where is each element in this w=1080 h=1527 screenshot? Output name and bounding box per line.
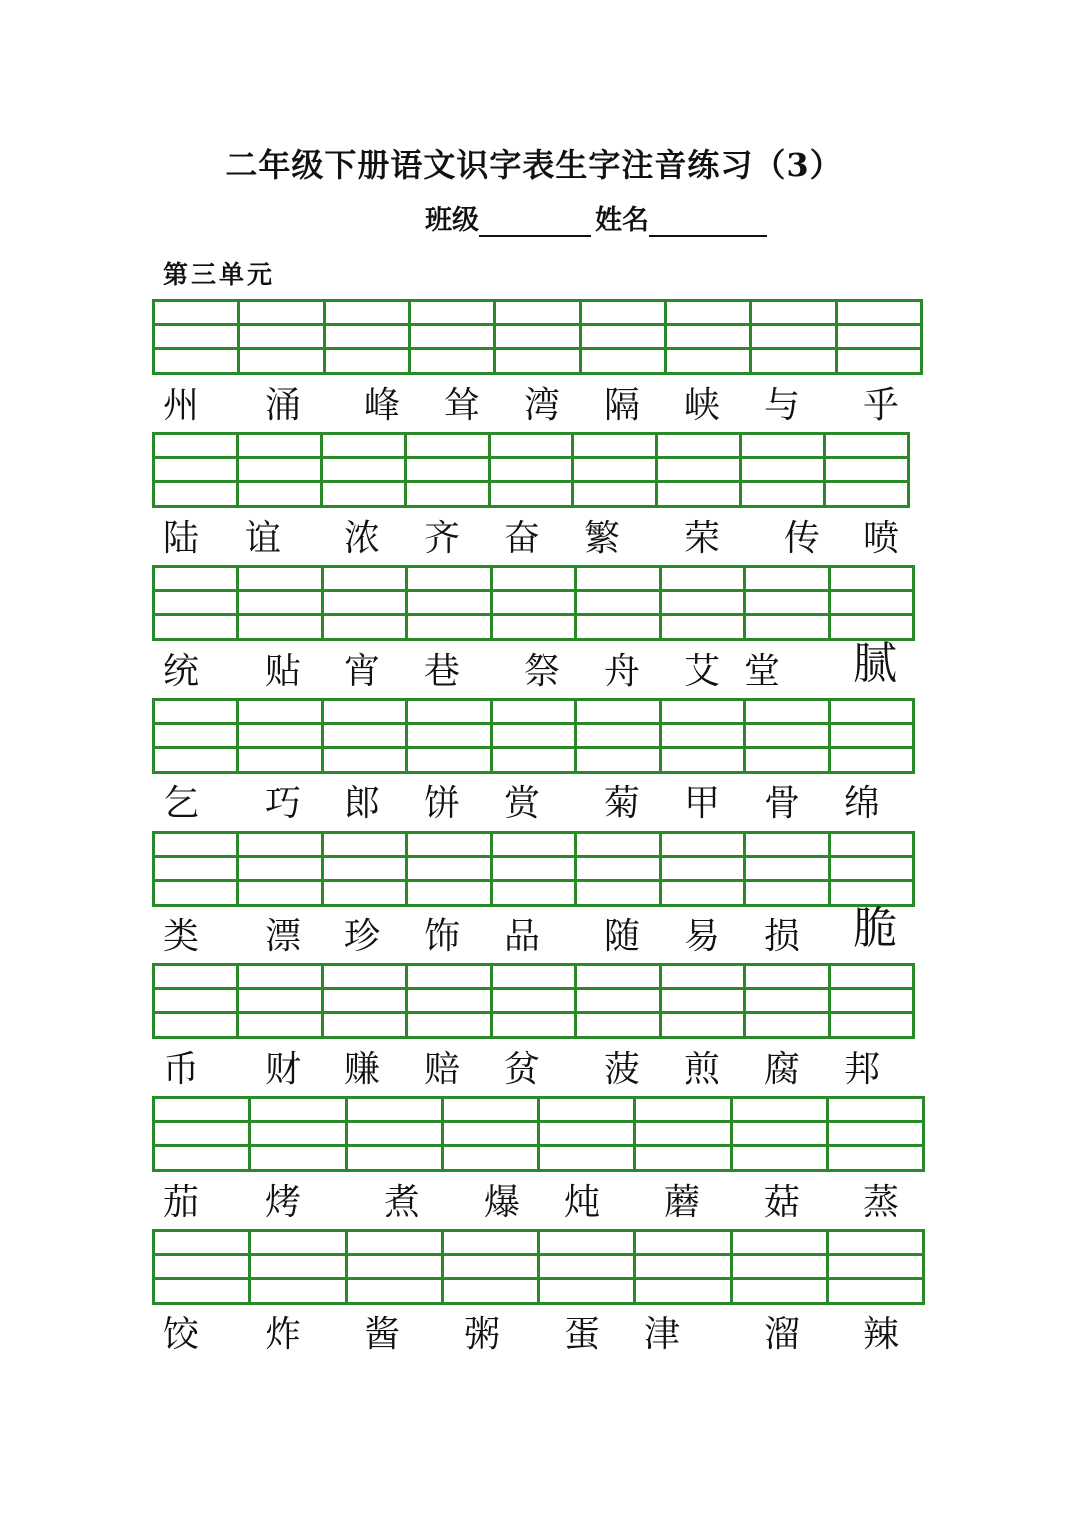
pinyin-cell[interactable] xyxy=(540,1099,636,1169)
hanzi-character: 乎 xyxy=(863,385,900,426)
pinyin-cell[interactable] xyxy=(411,302,496,372)
pinyin-cell[interactable] xyxy=(829,1099,922,1169)
pinyin-cell[interactable] xyxy=(155,568,239,638)
pinyin-cell[interactable] xyxy=(493,834,577,904)
pinyin-cell[interactable] xyxy=(831,701,912,771)
pinyin-cell[interactable] xyxy=(155,1232,251,1302)
hanzi-character: 祭 xyxy=(524,651,561,692)
pinyin-cell[interactable] xyxy=(408,701,492,771)
pinyin-cell[interactable] xyxy=(742,435,826,505)
hanzi-character: 溜 xyxy=(764,1314,801,1355)
hanzi-character: 齐 xyxy=(424,518,461,559)
hanzi-character: 烤 xyxy=(265,1182,302,1223)
pinyin-cell[interactable] xyxy=(752,302,837,372)
hanzi-character: 津 xyxy=(644,1314,681,1355)
name-blank[interactable] xyxy=(649,209,767,237)
class-name-line xyxy=(425,198,771,237)
pinyin-cell[interactable] xyxy=(348,1099,444,1169)
pinyin-cell[interactable] xyxy=(324,966,408,1036)
pinyin-cell[interactable] xyxy=(658,435,742,505)
hanzi-character: 宵 xyxy=(344,651,381,692)
character-row xyxy=(0,1310,1080,1360)
hanzi-character: 郎 xyxy=(344,783,381,824)
pinyin-cell[interactable] xyxy=(407,435,491,505)
class-blank[interactable] xyxy=(479,209,591,237)
character-row xyxy=(0,514,1080,564)
hanzi-character: 蒸 xyxy=(863,1182,900,1223)
hanzi-character: 酱 xyxy=(364,1314,401,1355)
page-title: 二年级下册语文识字表生字注音练习（3） xyxy=(225,146,843,184)
hanzi-character: 传 xyxy=(784,518,821,559)
pinyin-cell[interactable] xyxy=(239,834,323,904)
pinyin-cell[interactable] xyxy=(746,966,830,1036)
pinyin-cell[interactable] xyxy=(155,435,239,505)
hanzi-character: 粥 xyxy=(464,1314,501,1355)
hanzi-character: 骨 xyxy=(764,783,801,824)
hanzi-character: 腻 xyxy=(853,638,897,689)
pinyin-cell[interactable] xyxy=(831,834,912,904)
pinyin-cell[interactable] xyxy=(239,701,323,771)
hanzi-character: 奋 xyxy=(504,518,541,559)
pinyin-grid-row xyxy=(152,1229,925,1305)
hanzi-character: 涌 xyxy=(265,385,302,426)
hanzi-character: 繁 xyxy=(584,518,621,559)
character-row xyxy=(0,903,1080,962)
hanzi-character: 蘑 xyxy=(664,1182,701,1223)
hanzi-character: 巧 xyxy=(265,783,302,824)
hanzi-character: 赔 xyxy=(424,1049,461,1090)
hanzi-character: 菇 xyxy=(764,1182,801,1223)
pinyin-cell[interactable] xyxy=(155,701,239,771)
hanzi-character: 与 xyxy=(764,385,801,426)
hanzi-character: 爆 xyxy=(484,1182,521,1223)
hanzi-character: 艾 xyxy=(684,651,721,692)
hanzi-character: 菊 xyxy=(604,783,641,824)
pinyin-cell[interactable] xyxy=(324,834,408,904)
pinyin-cell[interactable] xyxy=(577,834,661,904)
hanzi-character: 易 xyxy=(684,916,721,957)
character-row xyxy=(0,1178,1080,1228)
hanzi-character: 浓 xyxy=(344,518,381,559)
pinyin-cell[interactable] xyxy=(746,701,830,771)
hanzi-character: 喷 xyxy=(863,518,900,559)
hanzi-character: 贴 xyxy=(265,651,302,692)
pinyin-grid-row xyxy=(152,1096,925,1172)
pinyin-cell[interactable] xyxy=(408,568,492,638)
pinyin-grid-row xyxy=(152,831,915,907)
pinyin-cell[interactable] xyxy=(746,568,830,638)
pinyin-cell[interactable] xyxy=(577,701,661,771)
pinyin-cell[interactable] xyxy=(746,834,830,904)
pinyin-cell[interactable] xyxy=(155,302,240,372)
pinyin-grid-row xyxy=(152,963,915,1039)
pinyin-cell[interactable] xyxy=(408,966,492,1036)
hanzi-character: 舟 xyxy=(604,651,641,692)
pinyin-cell[interactable] xyxy=(838,302,920,372)
hanzi-character: 财 xyxy=(265,1049,302,1090)
pinyin-cell[interactable] xyxy=(540,1232,636,1302)
pinyin-cell[interactable] xyxy=(662,701,746,771)
pinyin-grid-row xyxy=(152,565,915,641)
pinyin-cell[interactable] xyxy=(493,966,577,1036)
hanzi-character: 蛋 xyxy=(564,1314,601,1355)
hanzi-character: 统 xyxy=(163,651,200,692)
character-row xyxy=(0,381,1080,431)
hanzi-character: 荣 xyxy=(684,518,721,559)
pinyin-cell[interactable] xyxy=(348,1232,444,1302)
hanzi-character: 甲 xyxy=(684,783,721,824)
pinyin-cell[interactable] xyxy=(491,435,575,505)
pinyin-cell[interactable] xyxy=(444,1099,540,1169)
pinyin-cell[interactable] xyxy=(323,435,407,505)
pinyin-cell[interactable] xyxy=(493,701,577,771)
pinyin-cell[interactable] xyxy=(493,568,577,638)
pinyin-cell[interactable] xyxy=(251,1232,347,1302)
hanzi-character: 乞 xyxy=(163,783,200,824)
pinyin-cell[interactable] xyxy=(662,834,746,904)
pinyin-cell[interactable] xyxy=(324,701,408,771)
character-row xyxy=(0,1045,1080,1095)
pinyin-grid-row xyxy=(152,698,915,774)
hanzi-character: 峡 xyxy=(684,385,721,426)
pinyin-cell[interactable] xyxy=(733,1099,829,1169)
hanzi-character: 腐 xyxy=(764,1049,801,1090)
hanzi-character: 湾 xyxy=(524,385,561,426)
hanzi-character: 耸 xyxy=(444,385,481,426)
hanzi-character: 茄 xyxy=(163,1182,200,1223)
pinyin-cell[interactable] xyxy=(240,302,325,372)
unit-heading: 第三单元 xyxy=(163,260,276,289)
pinyin-cell[interactable] xyxy=(662,966,746,1036)
pinyin-cell[interactable] xyxy=(829,1232,922,1302)
pinyin-cell[interactable] xyxy=(636,1232,732,1302)
hanzi-character: 贫 xyxy=(504,1049,541,1090)
pinyin-grid-row xyxy=(152,299,923,375)
pinyin-cell[interactable] xyxy=(574,435,658,505)
hanzi-character: 绵 xyxy=(844,783,881,824)
hanzi-character: 隔 xyxy=(604,385,641,426)
pinyin-cell[interactable] xyxy=(444,1232,540,1302)
pinyin-cell[interactable] xyxy=(408,834,492,904)
hanzi-character: 州 xyxy=(163,385,200,426)
hanzi-character: 币 xyxy=(163,1049,200,1090)
hanzi-character: 陆 xyxy=(163,518,200,559)
hanzi-character: 巷 xyxy=(424,651,461,692)
pinyin-cell[interactable] xyxy=(577,568,661,638)
hanzi-character: 漂 xyxy=(265,916,302,957)
hanzi-character: 类 xyxy=(163,916,200,957)
name-label: 姓名 xyxy=(595,205,649,236)
pinyin-cell[interactable] xyxy=(155,834,239,904)
character-row xyxy=(0,779,1080,829)
hanzi-character: 赚 xyxy=(344,1049,381,1090)
hanzi-character: 饰 xyxy=(424,916,461,957)
hanzi-character: 煎 xyxy=(684,1049,721,1090)
pinyin-cell[interactable] xyxy=(662,568,746,638)
pinyin-cell[interactable] xyxy=(582,302,667,372)
character-row xyxy=(0,638,1080,697)
pinyin-cell[interactable] xyxy=(239,435,323,505)
class-label: 班级 xyxy=(425,205,479,236)
hanzi-character: 谊 xyxy=(245,518,282,559)
pinyin-cell[interactable] xyxy=(831,568,912,638)
pinyin-cell[interactable] xyxy=(667,302,752,372)
pinyin-cell[interactable] xyxy=(239,568,323,638)
hanzi-character: 脆 xyxy=(853,903,897,954)
hanzi-character: 炖 xyxy=(564,1182,601,1223)
hanzi-character: 堂 xyxy=(744,651,781,692)
hanzi-character: 煮 xyxy=(384,1182,421,1223)
hanzi-character: 饺 xyxy=(163,1314,200,1355)
hanzi-character: 饼 xyxy=(424,783,461,824)
pinyin-cell[interactable] xyxy=(577,966,661,1036)
pinyin-cell[interactable] xyxy=(496,302,581,372)
pinyin-cell[interactable] xyxy=(826,435,907,505)
pinyin-cell[interactable] xyxy=(733,1232,829,1302)
hanzi-character: 菠 xyxy=(604,1049,641,1090)
hanzi-character: 邦 xyxy=(844,1049,881,1090)
pinyin-cell[interactable] xyxy=(155,1099,251,1169)
pinyin-cell[interactable] xyxy=(636,1099,732,1169)
hanzi-character: 品 xyxy=(504,916,541,957)
pinyin-cell[interactable] xyxy=(831,966,912,1036)
hanzi-character: 炸 xyxy=(265,1314,302,1355)
pinyin-cell[interactable] xyxy=(251,1099,347,1169)
pinyin-grid-row xyxy=(152,432,910,508)
hanzi-character: 随 xyxy=(604,916,641,957)
pinyin-cell[interactable] xyxy=(324,568,408,638)
pinyin-cell[interactable] xyxy=(326,302,411,372)
pinyin-cell[interactable] xyxy=(155,966,239,1036)
hanzi-character: 峰 xyxy=(364,385,401,426)
pinyin-cell[interactable] xyxy=(239,966,323,1036)
hanzi-character: 赏 xyxy=(504,783,541,824)
hanzi-character: 辣 xyxy=(863,1314,900,1355)
hanzi-character: 损 xyxy=(764,916,801,957)
hanzi-character: 珍 xyxy=(344,916,381,957)
